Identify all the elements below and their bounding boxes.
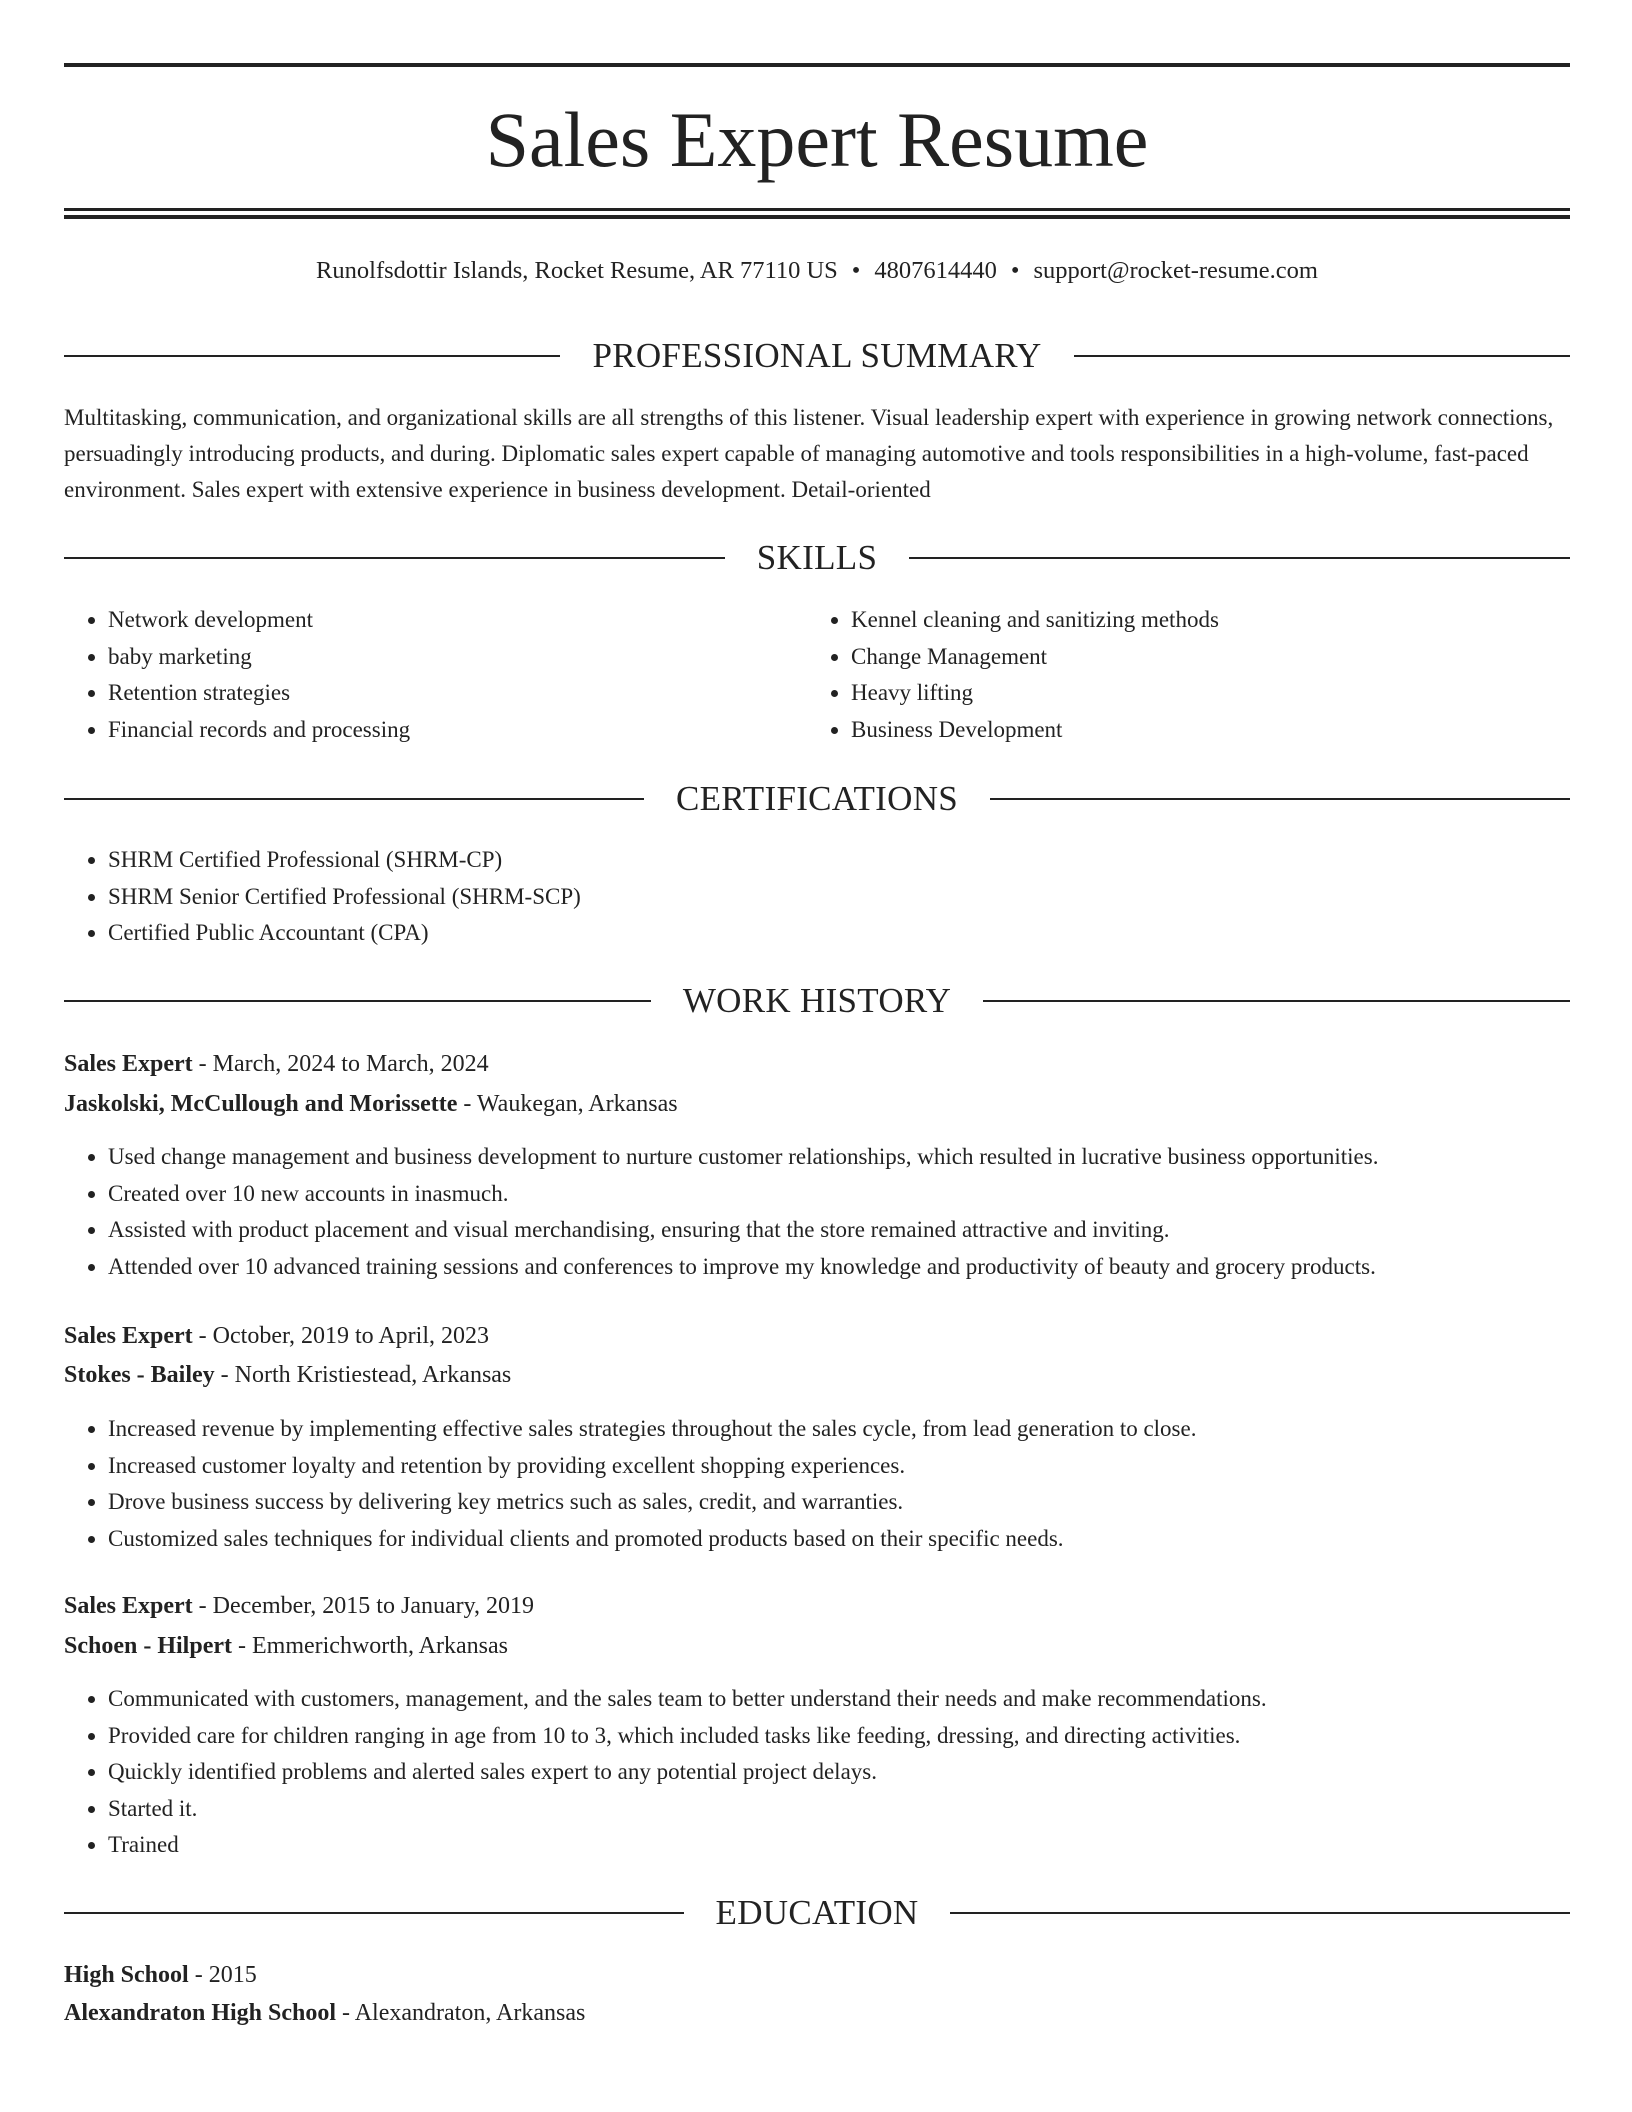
job-company-line	[64, 1628, 1570, 1664]
job-location: - Waukegan, Arkansas	[457, 1091, 678, 1117]
job-company: Schoen - Hilpert	[64, 1633, 232, 1659]
education-school-line	[64, 1995, 1570, 2031]
skill-item: • Network development	[108, 602, 808, 639]
contact-email[interactable]: support@rocket-resume.com	[1033, 257, 1318, 284]
job-bullet: • Provided care for children ranging in age from 10 to 3, which included tasks like feeding, dressing, and directing activities.	[108, 1718, 1614, 1755]
job-bullets	[64, 1139, 1614, 1285]
section-title: WORK HISTORY	[682, 981, 952, 1020]
job-dates: - December, 2015 to January, 2019	[192, 1593, 535, 1619]
job-bullet: • Customized sales techniques for individual clients and promoted products based on their specific needs.	[108, 1521, 1614, 1558]
education-degree: High School	[64, 1962, 189, 1988]
section-heading-skills	[64, 536, 1570, 580]
education-location: - Alexandraton, Arkansas	[336, 2000, 586, 2026]
certification-item: • SHRM Senior Certified Professional (SHRM-SCP)	[108, 879, 1508, 916]
job-bullets	[64, 1411, 1614, 1557]
skill-item: • Retention strategies	[108, 675, 808, 712]
job-title-line	[64, 1588, 1570, 1624]
education-degree-line	[64, 1957, 1570, 1993]
certifications-list	[64, 842, 1508, 952]
job-company: Stokes - Bailey	[64, 1362, 215, 1388]
heading-rule	[990, 798, 1570, 800]
job-bullet: • Drove business success by delivering key metrics such as sales, credit, and warranties.	[108, 1484, 1614, 1521]
job-bullet: • Quickly identified problems and alerted sales expert to any potential project delays.	[108, 1754, 1614, 1791]
skill-item: • Financial records and processing	[108, 712, 808, 749]
contact-line	[64, 254, 1570, 288]
certification-item: • Certified Public Accountant (CPA)	[108, 915, 1508, 952]
job-dates: - March, 2024 to March, 2024	[192, 1051, 489, 1077]
job-location: - Emmerichworth, Arkansas	[232, 1633, 508, 1659]
job-title: Sales Expert	[64, 1593, 193, 1619]
skills-list-right	[807, 602, 1611, 748]
section-heading-work-history	[64, 979, 1570, 1023]
contact-separator: •	[1010, 257, 1020, 284]
heading-rule	[1074, 355, 1570, 357]
heading-rule	[983, 1000, 1570, 1002]
heading-rule	[64, 1912, 684, 1914]
section-title: SKILLS	[756, 538, 878, 577]
contact-phone: 4807614440	[874, 257, 997, 284]
skill-item: • Heavy lifting	[851, 675, 1611, 712]
job-company: Jaskolski, McCullough and Morissette	[64, 1091, 458, 1117]
heading-rule	[64, 557, 725, 559]
section-heading-certifications	[64, 777, 1570, 821]
heading-rule	[64, 798, 644, 800]
education-year: - 2015	[188, 1962, 257, 1988]
job-bullet: • Assisted with product placement and visual merchandising, ensuring that the store remained attractive and inviting.	[108, 1212, 1614, 1249]
certification-item: • SHRM Certified Professional (SHRM-CP)	[108, 842, 1508, 879]
title-double-rule-upper	[64, 208, 1570, 211]
education-school: Alexandraton High School	[64, 2000, 337, 2026]
job-company-line	[64, 1086, 1570, 1122]
contact-address: Runolfsdottir Islands, Rocket Resume, AR 77110 US	[316, 257, 838, 284]
heading-rule	[64, 355, 560, 357]
job-bullet: • Communicated with customers, management, and the sales team to better understand their needs and make recommendations.	[108, 1681, 1614, 1718]
skills-list-left	[64, 602, 808, 748]
section-heading-summary	[64, 334, 1570, 378]
skill-item: • baby marketing	[108, 639, 808, 676]
title-double-rule-lower	[64, 215, 1570, 219]
job-dates: - October, 2019 to April, 2023	[192, 1323, 490, 1349]
job-bullet: • Increased customer loyalty and retention by providing excellent shopping experiences.	[108, 1448, 1614, 1485]
job-bullet: • Increased revenue by implementing effective sales strategies throughout the sales cycle, from lead generation to close.	[108, 1411, 1614, 1448]
job-bullet: • Created over 10 new accounts in inasmuch.	[108, 1176, 1614, 1213]
section-title: EDUCATION	[715, 1893, 919, 1932]
section-title: CERTIFICATIONS	[675, 779, 959, 818]
job-title: Sales Expert	[64, 1323, 193, 1349]
top-rule	[64, 63, 1570, 67]
page-title: Sales Expert Resume	[485, 96, 1149, 183]
job-title: Sales Expert	[64, 1051, 193, 1077]
summary-text: Multitasking, communication, and organizational skills are all strengths of this listener. Visual leadership expert with experience in growing network connections, persuadingly introducing products, and during. Diplomatic sales expert capable of managing automotive and tools responsibilities in a high-volume, fast-paced environment. Sales expert with extensive experience in business development. Detail-oriented	[64, 405, 1554, 502]
job-bullet: • Started it.	[108, 1791, 1614, 1828]
skill-item: • Kennel cleaning and sanitizing methods	[851, 602, 1611, 639]
job-company-line	[64, 1357, 1570, 1393]
heading-rule	[950, 1912, 1570, 1914]
job-bullet: • Trained	[108, 1827, 1614, 1864]
skill-item: • Change Management	[851, 639, 1611, 676]
heading-rule	[909, 557, 1570, 559]
job-title-line	[64, 1318, 1570, 1354]
job-bullet: • Used change management and business development to nurture customer relationships, which resulted in lucrative business opportunities.	[108, 1139, 1614, 1176]
section-heading-education	[64, 1891, 1570, 1935]
job-bullet: • Attended over 10 advanced training sessions and conferences to improve my knowledge and productivity of beauty and grocery products.	[108, 1249, 1614, 1286]
heading-rule	[64, 1000, 651, 1002]
section-title: PROFESSIONAL SUMMARY	[592, 336, 1042, 375]
job-location: - North Kristiestead, Arkansas	[214, 1362, 512, 1388]
skill-item: • Business Development	[851, 712, 1611, 749]
contact-separator: •	[851, 257, 861, 284]
job-bullets	[64, 1681, 1614, 1864]
job-title-line	[64, 1046, 1570, 1082]
